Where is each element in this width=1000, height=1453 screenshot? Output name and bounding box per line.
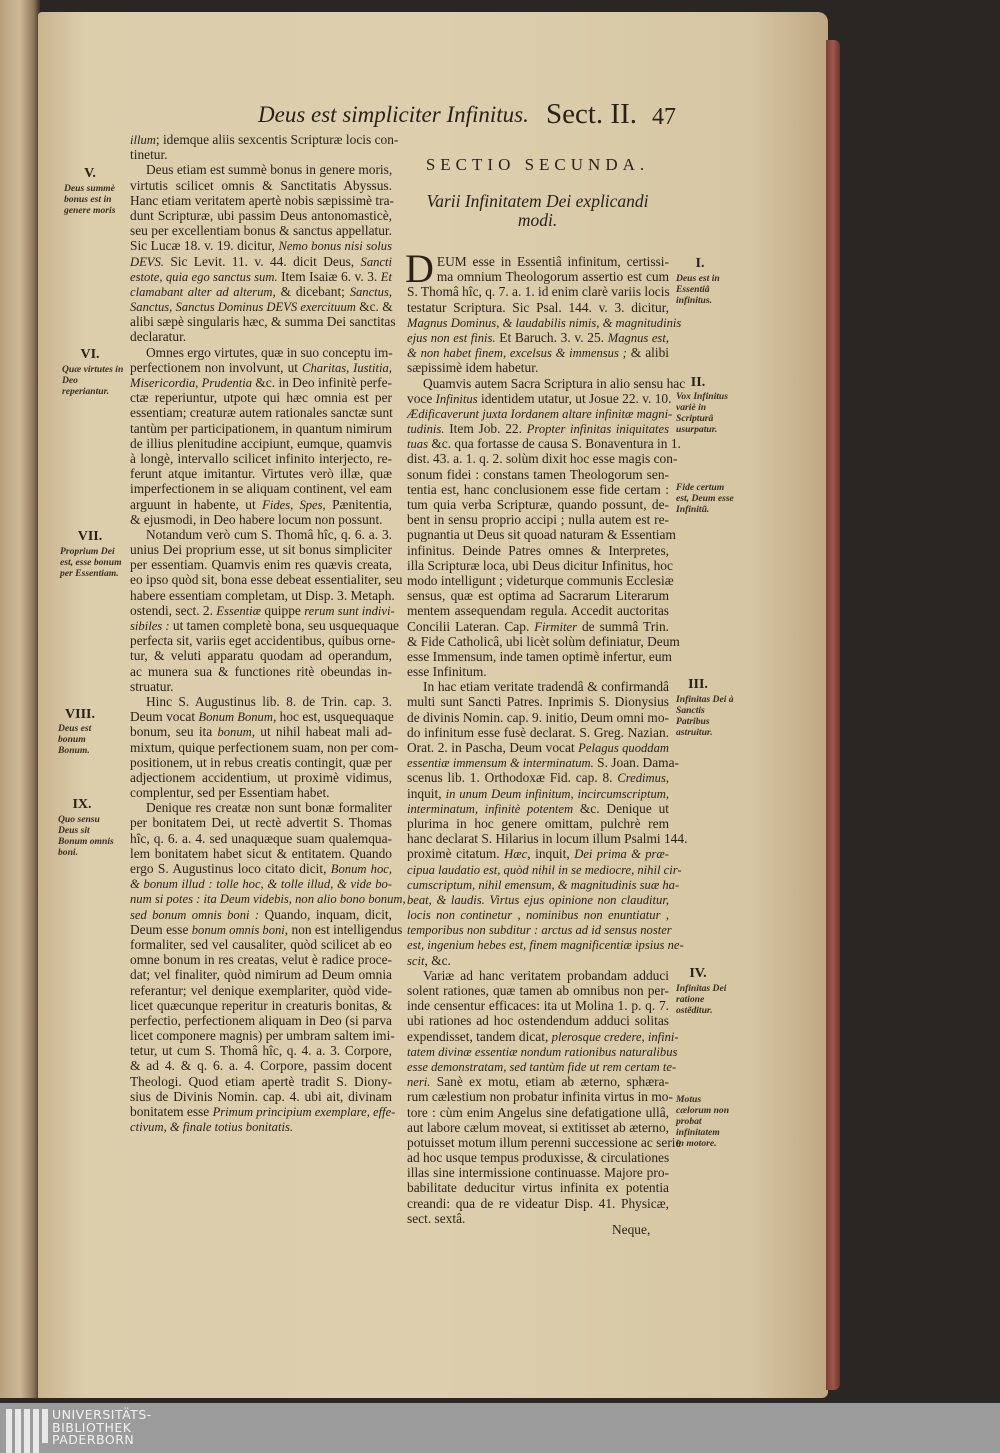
text-line: ostendi, sect. 2. Essentiæ quippe rerum sunt indivi- <box>130 602 395 618</box>
text-line: ctæ reperiuntur, utpote qui hæc omnia est per <box>130 390 392 406</box>
text-line: plurima in hoc genere omittam, pulchrè rem <box>407 815 669 831</box>
italic-text: num si potes : ita Deum videbis, non alio bono bonum, <box>130 892 406 907</box>
margin-note: Fide certum est, Deum esse Infinitũ. <box>676 482 734 515</box>
margin-numeral: III. <box>688 677 708 692</box>
italic-text: Charitas, Iustitia, <box>302 360 392 375</box>
text-line: sibiles : ut tamen completè bona, seu usquequaque <box>130 618 399 633</box>
italic-text: cumscriptum, nihil emensum, & magnitudinis suæ ha- <box>407 877 680 892</box>
text-line: Deum esse bonum omnis boni, non est intelligendus <box>130 921 403 937</box>
text-line: lem bonitatem habet sicut & entitatem. Quando <box>130 845 392 861</box>
text-line: & ad 4. & q. 6. a. 4. Corpore, passim docent <box>130 1058 392 1074</box>
text-line: interminatum, infinitè potentem &c. Denique ut <box>407 800 669 816</box>
text-line: creandi: qua de re videatur Disp. 41. Physicæ, <box>407 1195 669 1211</box>
italic-text: Bonum hoc, <box>330 862 392 876</box>
text-line: tore : cùm enim Angelus sine defatigatione ullâ, <box>407 1104 669 1120</box>
text-line: & non habet finem, excelsus & immensus ; & alibi <box>407 345 669 361</box>
margin-note: Infinitas Dei ratione ostẽditur. <box>676 983 727 1016</box>
text-line <box>407 907 669 922</box>
text-line: à longè, intervallo scilicet infinito interjecto, re- <box>130 450 392 466</box>
text-line: dist. 43. a. 1. q. 2. solùm dixit hoc esse magis con- <box>407 451 678 467</box>
logo-line: PADERBORN <box>52 1432 135 1448</box>
italic-text: Infinitus <box>435 391 478 406</box>
paragraph <box>405 246 682 376</box>
italic-text: Sancti <box>360 254 392 269</box>
italic-text: & non habet finem, excelsus & immensus ; <box>407 346 627 361</box>
italic-text: cipua laudatio est, quòd nihil in se mediocre, nihil cir- <box>407 862 682 877</box>
margin-numeral: VII. <box>77 529 103 544</box>
text-line: esse Immensum, inde tamen optimè infertur, eum <box>407 648 672 664</box>
italic-text: scit <box>407 953 425 968</box>
italic-text: & bonum illud : tolle hoc, & tolle illud, & vide bo- <box>130 877 392 892</box>
text-line: dat; vel finaliter, quòd nimirum ad Deum omnia <box>130 967 392 983</box>
text-line: ferunt atque imitantur. Virtutes verò illæ, quæ <box>130 466 392 482</box>
italic-text: Sanctus, <box>349 284 393 299</box>
italic-text: bonum <box>217 725 252 740</box>
text-line: adjectionem accidentium, ut proximè vidimus, <box>130 769 392 785</box>
italic-text: Pelagus quoddam <box>578 741 669 755</box>
left-text-column <box>130 132 406 1135</box>
text-line: essentiæ immensum & interminatum. S. Joan. Dama- <box>407 755 679 771</box>
italic-text: estote, quia ego sanctus sum. <box>130 269 278 284</box>
text-line: sius de Divinis Nomin. cap. 4. ubi ait, divinam <box>130 1088 392 1104</box>
italic-text: Sanctus, Sanctus Dominus DEVS exercituum <box>130 300 356 315</box>
text-line: sect. sextâ. <box>407 1210 466 1226</box>
text-line: ubi rationes ad hoc ostendendum adduci solitas <box>407 1013 669 1029</box>
logo-line: BIBLIOTHEK <box>52 1419 132 1435</box>
margin-note: Quæ virtutes in Deo reperiantur. <box>62 364 124 397</box>
italic-text: Misericordia, Prudentia <box>130 376 252 390</box>
text-line: Notandum verò cum S. Thomâ hîc, q. 6. a. 3. <box>146 526 392 542</box>
section-heading: SECTIO SECUNDA. <box>425 155 650 174</box>
text-line: tum quia verba Scripturæ, quando possunt, de- <box>407 497 669 512</box>
subheading-line-2: modi. <box>517 210 558 230</box>
italic-text: Bonum Bonum <box>198 710 273 725</box>
text-line: inquit, in unum Deum infinitum, incircumscriptum, <box>407 785 669 801</box>
margin-numeral: VIII. <box>65 707 95 722</box>
text-line: Variæ ad hanc veritatem probandam adduci <box>423 967 669 983</box>
text-line: sæpissimè idem habetur. <box>407 360 539 376</box>
text-line: modo intelligunt ; videturque communis Ecclesiæ <box>407 572 674 588</box>
text-line: inde censentur efficaces: ita ut Molina 1. p. q. 7. <box>407 998 669 1014</box>
text-line <box>130 876 392 891</box>
text-line: referantur; vel denique exemplariter, quòd vide- <box>130 982 392 998</box>
right-text-column <box>405 246 688 1226</box>
text-line: ejus non est finis. Et Baruch. 3. v. 25. Magnus est, <box>407 329 669 345</box>
text-line: dunt Scripturæ, ubi passim Deus antonomasticè, <box>130 207 392 223</box>
text-line: estote, quia ego sanctus sum. Item Isaiæ 6. v. 3. Et <box>130 268 392 284</box>
text-line: scenus lib. 1. Orthodoxæ Fid. cap. 8. Credimus, <box>407 770 669 786</box>
text-line: hîc, q. 6. a. 4. sed unaquæque suam qualemqua- <box>130 830 392 846</box>
italic-text: Et <box>380 269 392 284</box>
italic-text: bonum omnis boni <box>191 922 285 937</box>
italic-text: est, ingenium hebes est, finem magnificentiæ ipsius ne- <box>407 938 684 953</box>
text-line: Concilii Lateran. Cap. Firmiter de summâ Trin. <box>407 618 669 634</box>
section-subheading <box>405 192 670 230</box>
text-line: Orat. 2. in Pascha, Deum vocat Pelagus quoddam <box>407 740 669 755</box>
text-line: positionem, ut in rebus creatis contingit, quæ per <box>130 754 392 770</box>
italic-text: Primum principium exemplare, effe- <box>212 1105 396 1119</box>
text-line: illa Scripturæ loca, ubi Deus dicitur Infinitus, hoc <box>407 557 673 573</box>
text-line <box>407 406 673 421</box>
italic-text: Credimus, <box>617 771 669 786</box>
text-line: tur, & veluti apparatu quodam ad operandum, <box>130 648 392 664</box>
margin-numeral: VI. <box>80 347 100 362</box>
text-line: tantùm per participationem, in quantum nimirum <box>130 420 392 436</box>
text-line: proximè citatum. Hæc, inquit, Dei prima & præ- <box>407 846 670 862</box>
italic-text: clamabant alter ad alterum <box>130 284 273 299</box>
text-line: struatur. <box>130 678 174 694</box>
text-line: mixtum, quique perfectionem suam, non per com- <box>130 739 399 755</box>
text-line: tuas &c. qua fortasse de causa S. Bonaventura in 1. <box>407 436 681 452</box>
italic-text: ctivum, & finale totius bonitatis. <box>130 1120 294 1135</box>
margin-note: Infinitas Dei à Sanctis Patribus astruitur. <box>676 694 734 738</box>
text-line: Sanctus, Sanctus Dominus DEVS exercituum &c. & <box>130 299 393 315</box>
text-line: babilitate deducitur virtus infinita ex potentia <box>407 1180 669 1196</box>
text-line: DEVS. Sic Levit. 11. v. 44. dicit Deus, Sancti <box>130 253 392 269</box>
text-line: bonum, seu ita bonum, ut nihil habeat mali ad- <box>130 724 392 740</box>
italic-text: ejus non est finis. <box>407 330 496 345</box>
paragraph <box>130 693 399 801</box>
text-line: clamabant alter ad alterum, & dicebant; Sanctus, <box>130 283 393 299</box>
text-line: de divinis Nomin. cap. 9. initio, Deum omni mo- <box>407 709 669 725</box>
italic-text: plerosque credere, infini- <box>551 1029 679 1044</box>
text-line: tudinis. Item Job. 22. Propter infinitas iniquitates <box>407 421 669 437</box>
paragraph <box>130 800 406 1135</box>
text-line <box>407 892 669 907</box>
library-footer <box>0 1403 1000 1453</box>
text-line: Misericordia, Prudentia &c. in Deo infinitè perfe- <box>130 375 392 390</box>
italic-text: temporibus non subditur : arctus ad id sensus noster <box>407 923 672 938</box>
text-line: illas sine intermissione continuasse. Majore pro- <box>407 1165 669 1181</box>
catchword: Neque, <box>612 1222 651 1237</box>
text-line: potuisset motum illum perenni successione ac serie <box>407 1134 682 1150</box>
text-line: testatur Scriptura. Sic Psal. 144. v. 3. dicitur, <box>407 299 669 315</box>
text-line: solent rationes, quæ tamen ab omnibus non per- <box>407 983 669 998</box>
italic-text: Propter infinitas iniquitates <box>526 422 669 437</box>
text-line: EUM esse in Essentiâ infinitum, certissi- <box>436 254 669 269</box>
text-line: scit, &c. <box>407 952 451 968</box>
text-line: expendisset, tandem dicat, plerosque credere, infini- <box>407 1028 679 1044</box>
italic-text: tuas <box>407 437 428 452</box>
italic-text: Fides, Spes, <box>262 497 326 512</box>
text-line: ma omnium Theologorum assertio est cum <box>436 269 669 285</box>
drop-cap: D <box>405 246 434 291</box>
text-line: Denique res creatæ non sunt bonæ formaliter <box>146 800 392 816</box>
italic-text: Essentiæ <box>216 603 262 618</box>
text-line: perfectio, perfectionem aliquam in Deo (si parva <box>130 1012 392 1028</box>
section-label: Sect. II. <box>546 98 637 130</box>
margin-numeral: II. <box>690 375 706 390</box>
text-line: hanc declarat S. Hilarius in locum illum Psalmi 144. <box>407 831 688 847</box>
margin-numeral: IX. <box>72 797 92 812</box>
text-line: Omnes ergo virtutes, quæ in suo conceptu im- <box>146 344 393 360</box>
text-line <box>407 862 682 877</box>
margin-numeral: V. <box>84 166 96 181</box>
text-line: Hanc etiam veritatem apertè nobis sæpissimè tra- <box>130 192 395 208</box>
margin-numeral: I. <box>695 256 705 271</box>
margin-note: Deus est in Essentiâ infinitus. <box>676 273 720 306</box>
text-line <box>130 1119 392 1134</box>
text-line: & Fide Catholicâ, ubi licèt solùm definiatur, Deum <box>407 633 680 649</box>
italic-text: Hæc <box>504 847 528 862</box>
text-line: ac munera sua & functiones ritè obeundas in- <box>130 663 392 679</box>
text-line: & ejusmodi, in Deo habere locum non possunt. <box>130 511 383 527</box>
text-line: bent in sensu proprio accipi ; nulla autem est re- <box>407 512 669 528</box>
text-line: esse Infinitum. <box>407 664 487 680</box>
text-line: In hac etiam veritate tradendâ & confirmandâ <box>423 679 669 695</box>
text-line <box>407 877 680 892</box>
text-line: tentia est, hanc conclusionem esse fide certam : <box>407 481 669 497</box>
text-line: ergo S. Augustinus loco citato dicit, Bonum hoc, <box>130 861 392 876</box>
text-line <box>407 922 672 938</box>
text-line: Sic Lucæ 18. v. 19. dicitur, Nemo bonus nisi solus <box>130 238 392 254</box>
text-line: habere essentiam completam, ut Disp. 3. Metaph. <box>130 587 395 603</box>
paragraph <box>407 679 688 968</box>
text-line: complentur, sed per Essentiam habet. <box>130 785 330 801</box>
text-line: arguunt in habente, ut Fides, Spes, Pænitentia, <box>130 496 392 512</box>
margin-note: Motus cælorum non probat infinitatem in motore. <box>676 1094 730 1149</box>
text-line: Quamvis autem Sacra Scriptura in alio sensu hac <box>423 375 686 391</box>
text-line: formaliter, sed vel causaliter, quòd scilicet ab eo <box>130 936 392 952</box>
italic-text: interminatum, infinitè potentem <box>407 801 574 816</box>
italic-text: tatem divinæ essentiæ nondum rationibus naturalibus <box>407 1044 678 1059</box>
italic-text: Magnus est, <box>607 330 669 345</box>
text-line: pugnantia ut Deus sit quoad naturam & Essentiam <box>407 527 676 543</box>
page-number: 47 <box>652 104 676 130</box>
text-line: bonitatem esse Primum principium exemplare, effe- <box>130 1104 396 1119</box>
text-line: Deus etiam est summè bonus in genere moris, <box>146 162 393 178</box>
paragraph <box>130 345 392 527</box>
text-line <box>407 315 682 330</box>
text-line: essentiam; creaturæ autem rationales sanctæ sunt <box>130 405 393 421</box>
subheading-line-1: Varii Infinitatem Dei explicandi <box>426 191 649 211</box>
facing-page-edge <box>0 0 40 1398</box>
text-line <box>407 1059 677 1074</box>
margin-note: Deus est bonum Bonum. <box>58 723 92 756</box>
text-line: mentem assequendam regula. Accedit auctoritas <box>407 603 669 619</box>
italic-text: tudinis. <box>407 422 445 437</box>
page-edges <box>826 40 840 1390</box>
text-line: multi sunt Sancti Patres. Inprimis S. Dionysius <box>407 694 669 710</box>
text-line: sonum fidei : constans tamen Theologorum sen- <box>407 466 669 482</box>
text-line: virtutis scilicet omnis & Sanctitatis Abyssus. <box>130 177 392 193</box>
text-line: de illius plenitudine accipiunt, eumque, quamvis <box>130 435 392 451</box>
italic-text: essentiæ immensum & interminatum. <box>407 756 594 771</box>
italic-text: illum <box>130 133 156 147</box>
running-title: Deus est simpliciter Infinitus. <box>258 102 529 127</box>
margin-note: Deus summè bonus est in genere moris <box>64 183 116 216</box>
text-line: ad hoc usque tempus produxisse, & circulationes <box>407 1150 670 1166</box>
text-line: perfectionem non involvunt, ut Charitas, Iustitia, <box>130 359 392 375</box>
text-line: neri. Sanè ex motu, etiam ab æterno, sphæra- <box>407 1074 669 1090</box>
text-line: aut labore cælum moveat, si extitisset ab æterno, <box>407 1119 669 1135</box>
text-line: Theologi. Quod etiam apertè tradit S. Diony- <box>130 1073 392 1089</box>
paragraph <box>407 967 682 1226</box>
text-line <box>130 891 406 907</box>
italic-text: Firmiter <box>534 619 577 634</box>
margin-note: Proprium Dei est, esse bonum per Essentiam. <box>60 546 122 579</box>
italic-text: in unum Deum infinitum, incircumscriptum, <box>445 786 669 801</box>
text-line <box>407 937 684 953</box>
text-line: illum; idemque aliis sexcentis Scripturæ locis con- <box>130 132 399 147</box>
paragraph <box>130 526 403 694</box>
italic-text: Nemo bonus nisi solus <box>278 239 392 254</box>
margin-note: Quo sensu Deus sit Bonum omnis boni. <box>58 814 114 858</box>
text-line: Deum vocat Bonum Bonum, hoc est, usquequaque <box>130 709 394 725</box>
text-line: unius Dei proprium esse, ut sit bonus simpliciter <box>130 542 392 558</box>
text-line: alibi sæpè singularis hæc, & summa Dei sanctitas <box>130 314 396 330</box>
text-line: per essentiam. Quamvis enim res quævis creata, <box>130 557 392 573</box>
paragraph <box>130 132 399 163</box>
paragraph <box>407 375 686 680</box>
text-line: infinitus. Deinde Patres omnes & Interpretes, <box>407 542 669 558</box>
text-line: imperfectionem in se aliquam continent, vel eam <box>130 481 392 497</box>
text-line: do infinitum esse fusè declarat. S. Greg. Nazian. <box>407 724 669 740</box>
italic-text: Magnus Dominus, & laudabilis nimis, & magnitudinis <box>407 315 682 330</box>
logo-line: UNIVERSITÄTS- <box>52 1407 152 1422</box>
italic-text: rerum sunt indivi- <box>304 603 395 618</box>
text-line: rum cælestium non probatur infinita virtus in mo- <box>407 1089 673 1105</box>
library-logo-text <box>52 1409 152 1447</box>
text-line: eo ipso quòd sit, bona esse debeat essentialiter, seu <box>130 572 403 588</box>
text-line: tetur, ut cum S. Thomâ hîc, q. 4. a. 3. Corpore, <box>130 1043 392 1059</box>
italic-text: Ædificaverunt juxta Iordanem altare infinitæ magni- <box>407 406 673 421</box>
italic-text: sed bonum omnis boni : <box>130 907 260 922</box>
margin-note: Vox Infinitus variè in Scripturâ usurpatur. <box>676 391 728 435</box>
text-line <box>407 1044 678 1059</box>
text-line: omne bonum in res creatas, velut è radice proce- <box>130 952 392 968</box>
text-line: S. Thomâ hîc, q. 7. a. 1. id enim clarè variis locis <box>407 284 670 300</box>
italic-text: locis non continetur , nominibus non enuntiatur , <box>407 908 669 923</box>
text-line: voce Infinitus identidem utatur, ut Josue 22. v. 10. <box>407 390 672 406</box>
text-line: per bonitatem Dei, ut rectè advertit S. Thomas <box>130 815 392 831</box>
text-line: sed bonum omnis boni : Quando, inquam, dicit, <box>130 906 392 922</box>
text-line: licet quæcunque reperitur in creaturis bonitas, & <box>130 997 392 1013</box>
italic-text: sibiles : <box>130 619 170 633</box>
italic-text: DEVS. <box>130 254 164 269</box>
italic-text: neri. <box>407 1075 431 1090</box>
text-line: Hinc S. Augustinus lib. 8. de Trin. cap. 3. <box>146 693 392 709</box>
text-line: seu per excellentiam bonus & sanctus appellatur. <box>130 223 392 239</box>
italic-text: beat, & laudis. Virtus ejus opinione non clauditur, <box>407 892 669 907</box>
text-line: perfecta sit, variis eget accidentibus, quibus orne- <box>130 633 396 649</box>
text-line: tinetur. <box>130 147 168 163</box>
italic-text: Dei prima & præ- <box>574 847 670 862</box>
text-line: sensus, quæ est optima ad Sacrarum Literarum <box>407 588 669 604</box>
text-line: declaratur. <box>130 329 187 345</box>
text-line: licet componere magnis) per umbram saltem imi- <box>130 1028 395 1044</box>
italic-text: esse demonstratam, sed tantùm fide ut rem certam te- <box>407 1059 677 1074</box>
paragraph <box>130 162 396 345</box>
margin-numeral: IV. <box>689 966 707 981</box>
